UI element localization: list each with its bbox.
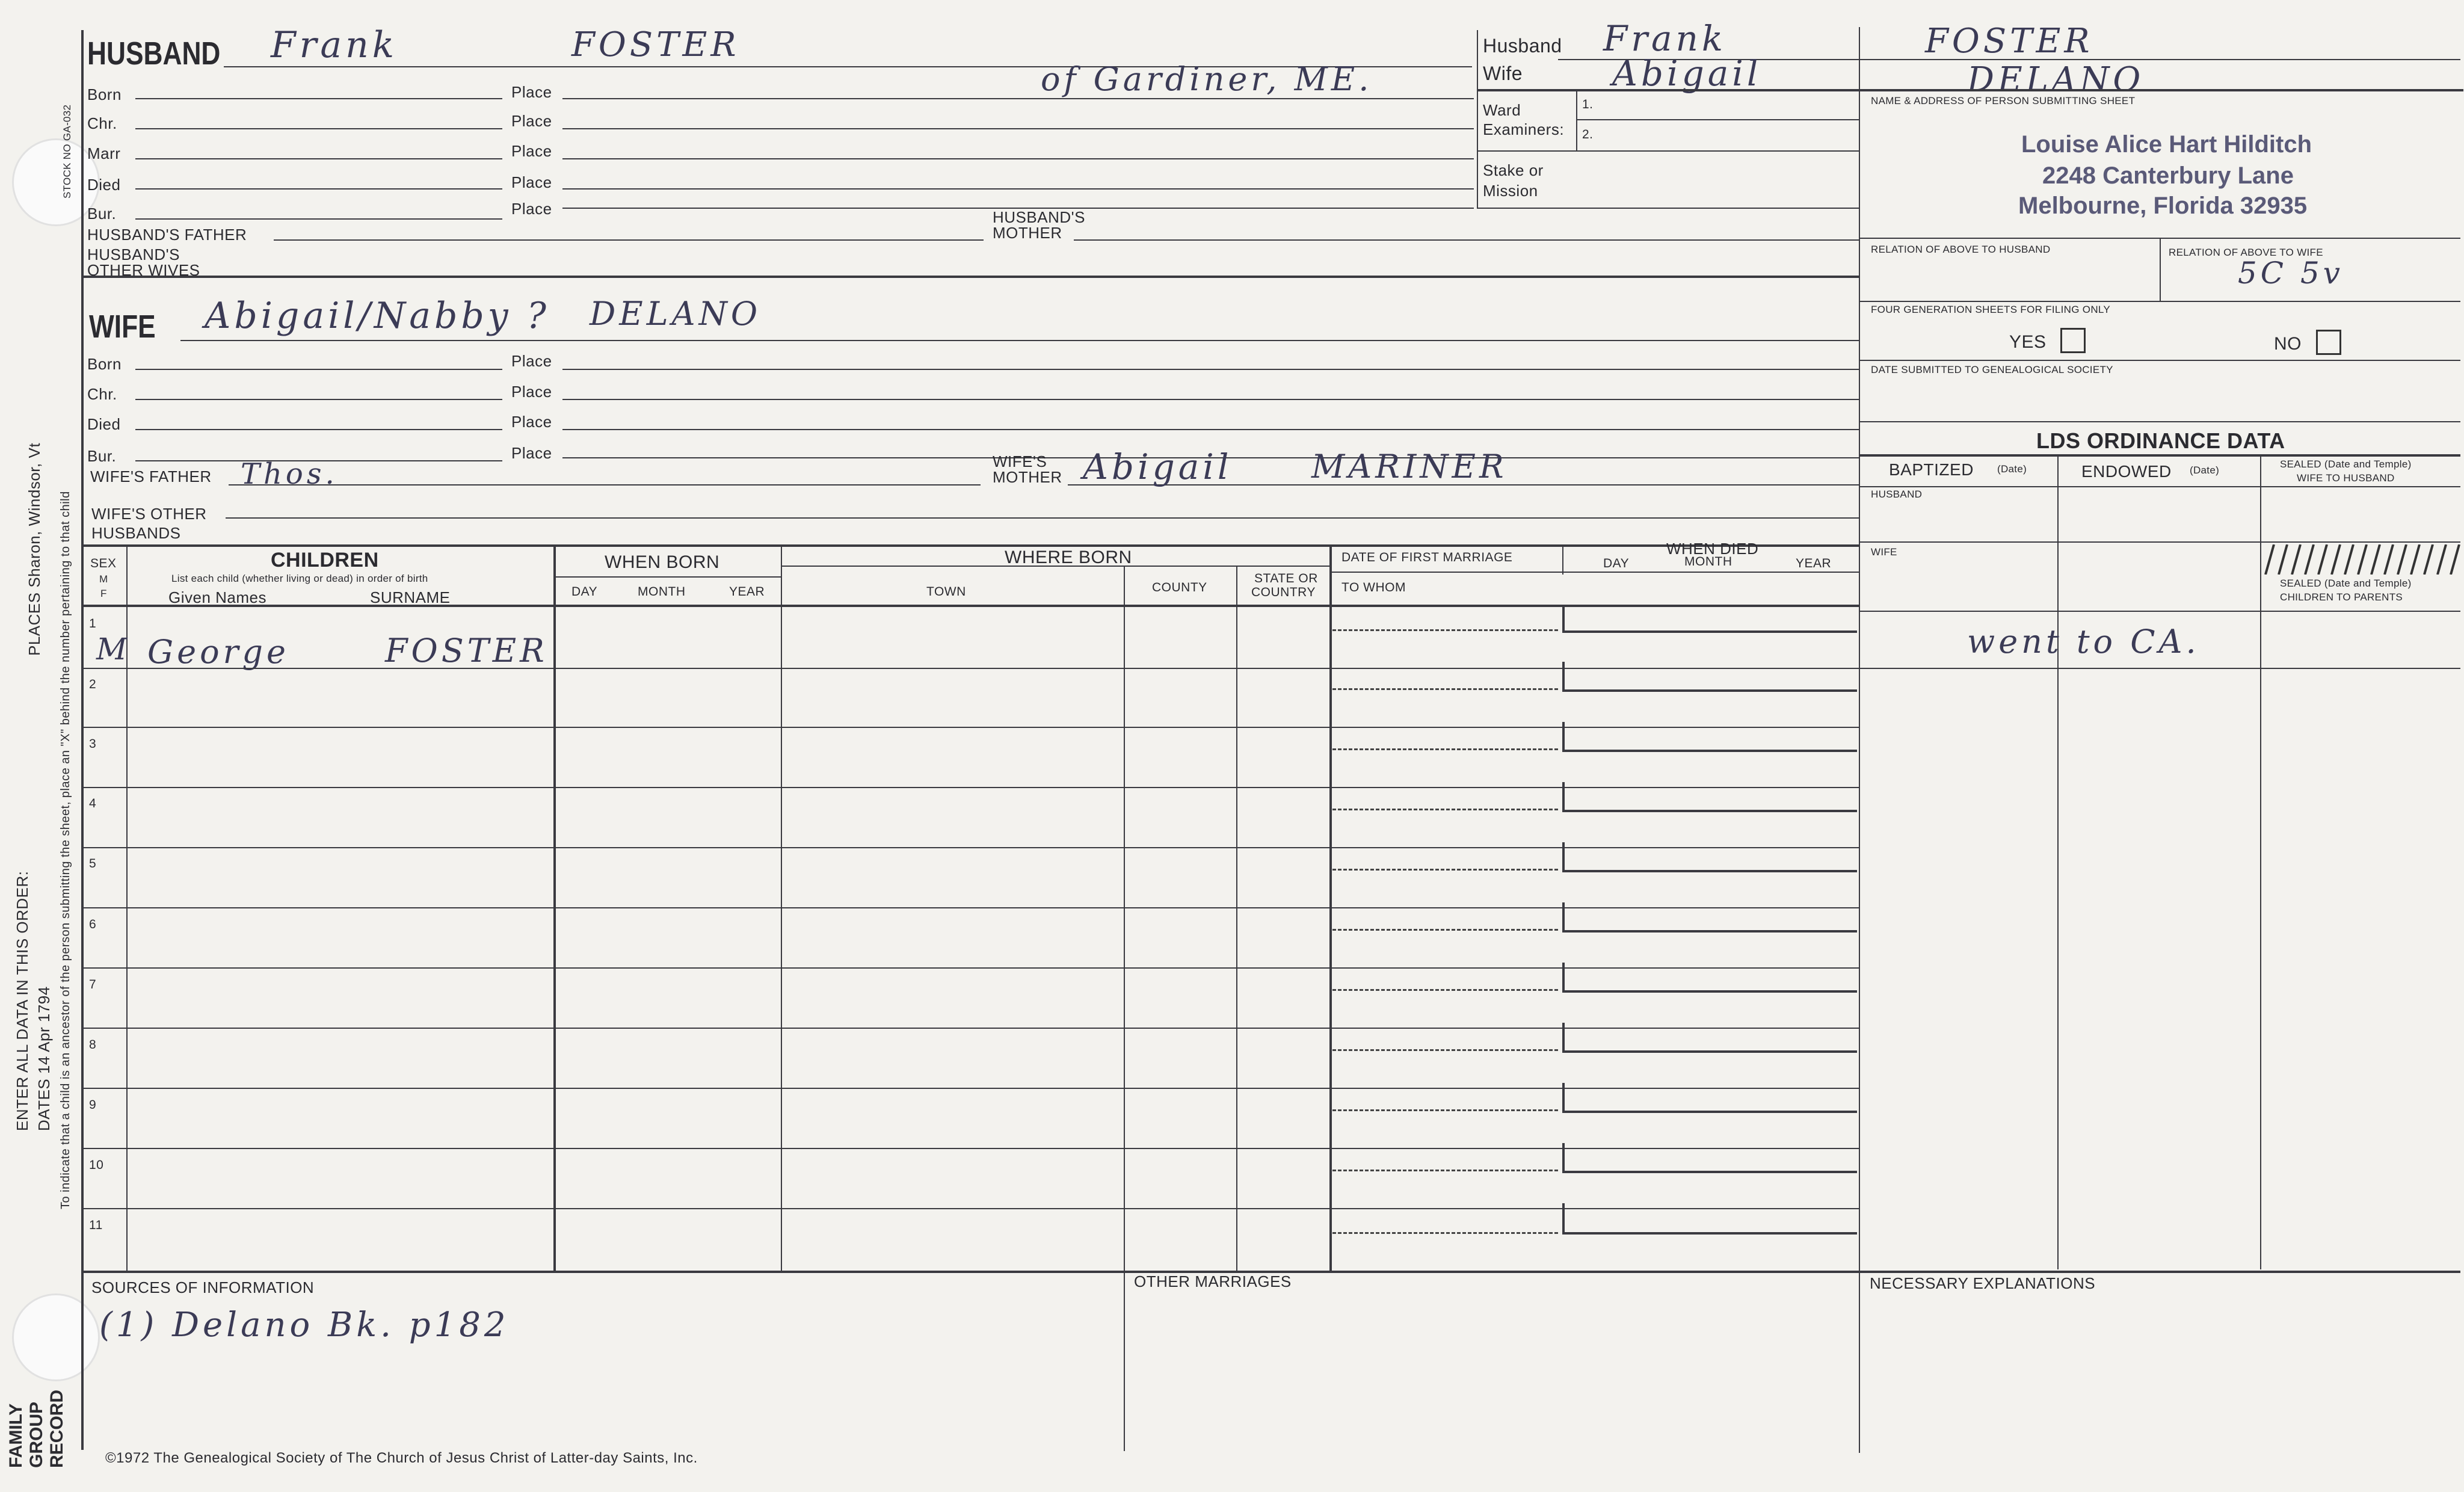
died-line xyxy=(1562,930,1857,932)
relation-husband-label: RELATION OF ABOVE TO HUSBAND xyxy=(1871,244,2051,255)
yes-checkbox[interactable] xyxy=(2060,328,2086,353)
child-number: 8 xyxy=(89,1038,97,1052)
col-state-end xyxy=(1329,544,1332,1272)
form-title-line-1: FAMILY xyxy=(6,1403,26,1468)
husband-section-bottom xyxy=(81,276,1859,278)
husband-born-place-line xyxy=(562,98,1474,99)
husband-died-label: Died xyxy=(87,176,121,194)
died-line xyxy=(1562,630,1857,633)
husband-bur-place-label: Place xyxy=(511,200,552,218)
ancestor-instruction: To indicate that a child is an ancestor of the person submitting the sheet, place an "X" behind the number pertaining to that child xyxy=(59,491,72,1209)
marriage-dash xyxy=(1332,869,1558,871)
husband-died-place-label: Place xyxy=(511,173,552,191)
died-bracket xyxy=(1562,722,1565,751)
lds-hatched-cell xyxy=(2263,544,2460,575)
header-box-bottom xyxy=(1477,208,1859,209)
child-sex: M xyxy=(96,632,131,667)
relation-wife-label: RELATION OF ABOVE TO WIFE xyxy=(2169,247,2323,258)
header-marriage-line xyxy=(1329,572,1859,573)
died-line xyxy=(1562,1050,1857,1053)
child-number: 1 xyxy=(89,617,97,630)
husband-died-place-line xyxy=(562,188,1474,190)
wife-died-place-line xyxy=(562,429,1859,430)
lds-husband-bottom xyxy=(1859,541,2460,543)
row-bottom xyxy=(81,1088,1859,1089)
no-label: NO xyxy=(2274,334,2302,354)
header-first-marriage: DATE OF FIRST MARRIAGE xyxy=(1341,550,1513,564)
wife-name-line xyxy=(180,340,1859,341)
died-bracket xyxy=(1562,842,1565,871)
wife-surname: DELANO xyxy=(590,295,762,333)
child-number: 5 xyxy=(89,857,97,871)
lds-husband-label: HUSBAND xyxy=(1871,489,1923,500)
wife-mother-label xyxy=(993,454,1062,485)
row-bottom xyxy=(81,668,2460,669)
husband-born-label: Born xyxy=(87,85,122,103)
row-bottom xyxy=(81,1148,1859,1149)
row-bottom xyxy=(81,967,1859,969)
died-line xyxy=(1562,1171,1857,1173)
header-box-divider xyxy=(1477,30,1478,208)
source-1: (1) Delano Bk. p182 xyxy=(99,1306,510,1345)
wife-section-bottom xyxy=(81,544,1859,547)
header-when-died: WHEN DIED xyxy=(1666,540,1759,558)
row-bottom xyxy=(81,727,1859,728)
header-children: CHILDREN xyxy=(271,549,379,572)
header-f: F xyxy=(100,588,107,599)
died-line xyxy=(1562,689,1857,692)
marriage-dash xyxy=(1332,688,1558,690)
header-to-whom: TO WHOM xyxy=(1341,581,1406,594)
header-born-year: YEAR xyxy=(729,585,765,599)
husband-father-label: HUSBAND'S FATHER xyxy=(87,226,247,244)
header-wife-label: Wife xyxy=(1483,63,1523,84)
copyright: ©1972 The Genealogical Society of The Church of Jesus Christ of Latter-day Saints, Inc. xyxy=(105,1450,698,1466)
wife-chr-place-line xyxy=(562,399,1859,400)
husband-chr-label: Chr. xyxy=(87,114,117,132)
child-number: 9 xyxy=(89,1098,97,1112)
header-husband-given: Frank xyxy=(1603,18,1727,59)
lds-child1-note: went to CA. xyxy=(1967,623,2200,661)
four-gen-label: FOUR GENERATION SHEETS FOR FILING ONLY xyxy=(1871,304,2111,315)
lds-col-divider-1 xyxy=(2057,454,2059,1269)
row-bottom xyxy=(81,787,1859,788)
row-bottom xyxy=(81,1208,1859,1209)
header-husband-label: Husband xyxy=(1483,35,1562,57)
died-line xyxy=(1562,1111,1857,1113)
relation-bottom xyxy=(1859,301,2460,302)
husband-marr-place-line xyxy=(562,158,1474,159)
submitter-label: NAME & ADDRESS OF PERSON SUBMITTING SHEET xyxy=(1871,95,2136,106)
child-number: 6 xyxy=(89,917,97,931)
wife-given-name: Abigail/Nabby ? xyxy=(205,295,550,337)
child-surname: FOSTER xyxy=(385,632,548,670)
places-text: PLACES Sharon, Windsor, Vt xyxy=(25,442,43,656)
husband-chr-line xyxy=(135,128,502,129)
husband-born-place-label: Place xyxy=(511,83,552,101)
husband-bur-line xyxy=(135,218,502,220)
wife-born-place-label: Place xyxy=(511,352,552,370)
marriage-dash xyxy=(1332,929,1558,931)
husband-born-line xyxy=(135,98,502,99)
header-town: TOWN xyxy=(926,585,966,599)
marriage-dash xyxy=(1332,1232,1558,1234)
marriage-dash xyxy=(1332,1109,1558,1111)
header-died-day: DAY xyxy=(1603,556,1630,570)
col-county-end xyxy=(1236,566,1237,1272)
wife-died-place-label: Place xyxy=(511,413,552,431)
husband-surname: FOSTER xyxy=(571,25,740,64)
wife-mother-label-1: WIFE'S xyxy=(993,452,1047,470)
header-died-month: MONTH xyxy=(1684,555,1732,569)
other-marriages-label: OTHER MARRIAGES xyxy=(1134,1272,1292,1290)
wife-other-husbands-label-1: WIFE'S OTHER xyxy=(91,505,207,523)
husband-heading: HUSBAND xyxy=(87,35,221,72)
examiner-1-line xyxy=(1576,119,1859,120)
wife-other-husbands-label xyxy=(91,504,207,543)
lds-baptized-date: (Date) xyxy=(1997,463,2027,475)
died-bracket xyxy=(1562,782,1565,811)
header-state-2: COUNTRY xyxy=(1251,585,1316,599)
header-wife-given: Abigail xyxy=(1612,53,1762,94)
header-wife-surname: DELANO xyxy=(1967,60,2145,99)
necessary-explanations-label: NECESSARY EXPLANATIONS xyxy=(1870,1274,2096,1292)
header-when-born: WHEN BORN xyxy=(605,552,720,572)
died-bracket xyxy=(1562,662,1565,691)
lds-sealed-wh-2: WIFE TO HUSBAND xyxy=(2297,472,2395,484)
child-number: 4 xyxy=(89,797,97,810)
wife-father-value: Thos. xyxy=(241,457,338,491)
header-state-1: STATE OR xyxy=(1254,572,1318,585)
lds-sealed-cp-2: CHILDREN TO PARENTS xyxy=(2280,591,2403,603)
col-town-end xyxy=(1124,566,1125,1272)
row-bottom xyxy=(81,847,1859,848)
died-line xyxy=(1562,750,1857,752)
child-given-name: George xyxy=(147,633,289,671)
examiners-label: Examiners: xyxy=(1483,120,1565,138)
four-gen-bottom xyxy=(1859,360,2460,361)
child-number: 11 xyxy=(89,1218,103,1232)
husband-chr-place-line xyxy=(562,128,1474,129)
husband-mother-line xyxy=(1074,239,1859,241)
wife-born-line xyxy=(135,369,502,370)
wife-chr-place-label: Place xyxy=(511,383,552,401)
header-born-day: DAY xyxy=(571,585,598,599)
died-bracket xyxy=(1562,1083,1565,1112)
wife-other-husbands-line xyxy=(226,517,1859,519)
wife-father-line xyxy=(229,484,981,486)
form-title-line-2: GROUP xyxy=(26,1401,46,1468)
husband-bur-label: Bur. xyxy=(87,205,117,223)
marriage-dash xyxy=(1332,1049,1558,1051)
lds-col-divider-2 xyxy=(2260,454,2261,1269)
husband-mother-label xyxy=(993,209,1085,241)
header-sex: SEX xyxy=(90,556,117,570)
examiner-2: 2. xyxy=(1582,128,1594,141)
yes-label: YES xyxy=(2009,332,2047,352)
wife-father-label: WIFE'S FATHER xyxy=(90,467,212,486)
col-given-end xyxy=(553,544,556,1272)
wife-bur-label: Bur. xyxy=(87,447,117,465)
wife-bur-place-label: Place xyxy=(511,444,552,462)
sources-label: SOURCES OF INFORMATION xyxy=(91,1278,315,1296)
left-border xyxy=(81,30,84,1450)
child-number: 10 xyxy=(89,1158,104,1172)
died-bracket xyxy=(1562,902,1565,931)
lds-sealed-wh-1: SEALED (Date and Temple) xyxy=(2280,458,2412,470)
lds-wife-label: WIFE xyxy=(1871,546,1897,558)
stake-label: Stake or xyxy=(1483,161,1544,179)
header-where-born: WHERE BORN xyxy=(1005,547,1132,567)
no-checkbox[interactable] xyxy=(2316,330,2341,355)
relation-divider xyxy=(2160,238,2161,301)
header-m: M xyxy=(99,573,108,585)
wife-chr-line xyxy=(135,399,502,400)
submitter-name: Louise Alice Hart Hilditch xyxy=(2021,131,2312,158)
husband-other-wives-label xyxy=(87,247,200,278)
husband-died-line xyxy=(135,188,502,190)
center-divider xyxy=(1859,27,1860,1453)
header-given-names: Given Names xyxy=(168,588,266,606)
died-bracket xyxy=(1562,605,1565,632)
lds-endowed: ENDOWED xyxy=(2081,462,2172,481)
ward-label: Ward xyxy=(1483,101,1521,119)
marriage-dash xyxy=(1332,1170,1558,1171)
wife-born-label: Born xyxy=(87,355,122,373)
wife-born-place-line xyxy=(562,369,1859,370)
date-submitted-bottom xyxy=(1859,421,2460,422)
lds-title: LDS ORDINANCE DATA xyxy=(2036,428,2285,453)
mission-label: Mission xyxy=(1483,182,1538,200)
child-number: 3 xyxy=(89,737,97,751)
husband-other-wives-label-1: HUSBAND'S xyxy=(87,245,180,264)
husband-mother-label-1: HUSBAND'S xyxy=(993,208,1085,226)
row-bottom xyxy=(81,907,1859,908)
header-where-born-line xyxy=(781,566,1329,567)
died-bracket xyxy=(1562,963,1565,991)
wife-other-husbands-label-2: HUSBANDS xyxy=(91,524,181,542)
husband-father-line xyxy=(274,239,984,241)
wife-mother-surname: MARINER xyxy=(1311,448,1508,486)
dates-text: DATES 14 Apr 1794 xyxy=(35,986,53,1131)
header-died-year: YEAR xyxy=(1796,556,1832,570)
husband-marr-label: Marr xyxy=(87,144,121,162)
lds-title-bottom xyxy=(1859,454,2460,457)
lds-endowed-date: (Date) xyxy=(2190,464,2220,476)
died-bracket xyxy=(1562,1143,1565,1172)
husband-marr-place-label: Place xyxy=(511,142,552,160)
husband-marr-line xyxy=(135,158,502,159)
wife-chr-label: Chr. xyxy=(87,385,117,403)
form-title xyxy=(6,1390,67,1468)
died-line xyxy=(1562,1232,1857,1235)
date-submitted-label: DATE SUBMITTED TO GENEALOGICAL SOCIETY xyxy=(1871,364,2113,375)
died-line xyxy=(1562,810,1857,812)
lds-baptized: BAPTIZED xyxy=(1889,460,1974,479)
marriage-dash xyxy=(1332,989,1558,991)
husband-other-wives-label-2: OTHER WIVES xyxy=(87,261,200,279)
header-born-month: MONTH xyxy=(638,585,686,599)
header-county: COUNTY xyxy=(1152,581,1207,594)
header-when-born-line xyxy=(553,576,781,578)
wife-died-line xyxy=(135,429,502,430)
died-bracket xyxy=(1562,1023,1565,1052)
col-died-start xyxy=(1562,544,1563,575)
wife-heading: WIFE xyxy=(89,309,156,345)
header-husband-surname: FOSTER xyxy=(1925,22,2093,61)
husband-chr-place-label: Place xyxy=(511,112,552,130)
stock-number: STOCK NO GA-032 xyxy=(61,104,73,199)
died-line xyxy=(1562,870,1857,872)
table-header-bottom xyxy=(81,605,1859,607)
husband-place-note: of Gardiner, ME. xyxy=(1041,60,1373,98)
wife-mother-given: Abigail xyxy=(1083,446,1233,487)
col-whenborn-end xyxy=(781,544,782,1272)
submitter-city: Melbourne, Florida 32935 xyxy=(2018,193,2308,219)
husband-mother-label-2: MOTHER xyxy=(993,224,1062,242)
lds-row-line xyxy=(1859,611,2460,612)
examiner-1: 1. xyxy=(1582,97,1594,111)
died-line xyxy=(1562,990,1857,993)
header-wife-line xyxy=(1477,89,2463,91)
header-list-note: List each child (whether living or dead) in order of birth xyxy=(171,573,428,584)
child-number: 2 xyxy=(89,677,97,691)
row-bottom xyxy=(81,1028,1859,1029)
punch-hole-bottom xyxy=(12,1293,100,1381)
header-surname: SURNAME xyxy=(370,588,451,606)
examiners-divider xyxy=(1576,90,1577,150)
wife-mother-label-2: MOTHER xyxy=(993,468,1062,486)
form-title-line-3: RECORD xyxy=(47,1389,67,1468)
enter-all-text: ENTER ALL DATA IN THIS ORDER: xyxy=(13,871,31,1131)
marriage-dash xyxy=(1332,629,1558,631)
examiners-bottom-line xyxy=(1477,150,1859,152)
child-number: 7 xyxy=(89,978,97,991)
relation-wife-value: 5C 5v xyxy=(2238,256,2344,291)
footer-divider xyxy=(1124,1271,1125,1451)
died-bracket xyxy=(1562,1203,1565,1232)
lds-header-bottom xyxy=(1859,486,2460,487)
marriage-dash xyxy=(1332,809,1558,810)
marriage-dash xyxy=(1332,748,1558,750)
husband-given-name: Frank xyxy=(271,24,398,66)
wife-died-label: Died xyxy=(87,415,121,433)
lds-sealed-cp-1: SEALED (Date and Temple) xyxy=(2280,578,2412,589)
submitter-street: 2248 Canterbury Lane xyxy=(2042,162,2294,189)
